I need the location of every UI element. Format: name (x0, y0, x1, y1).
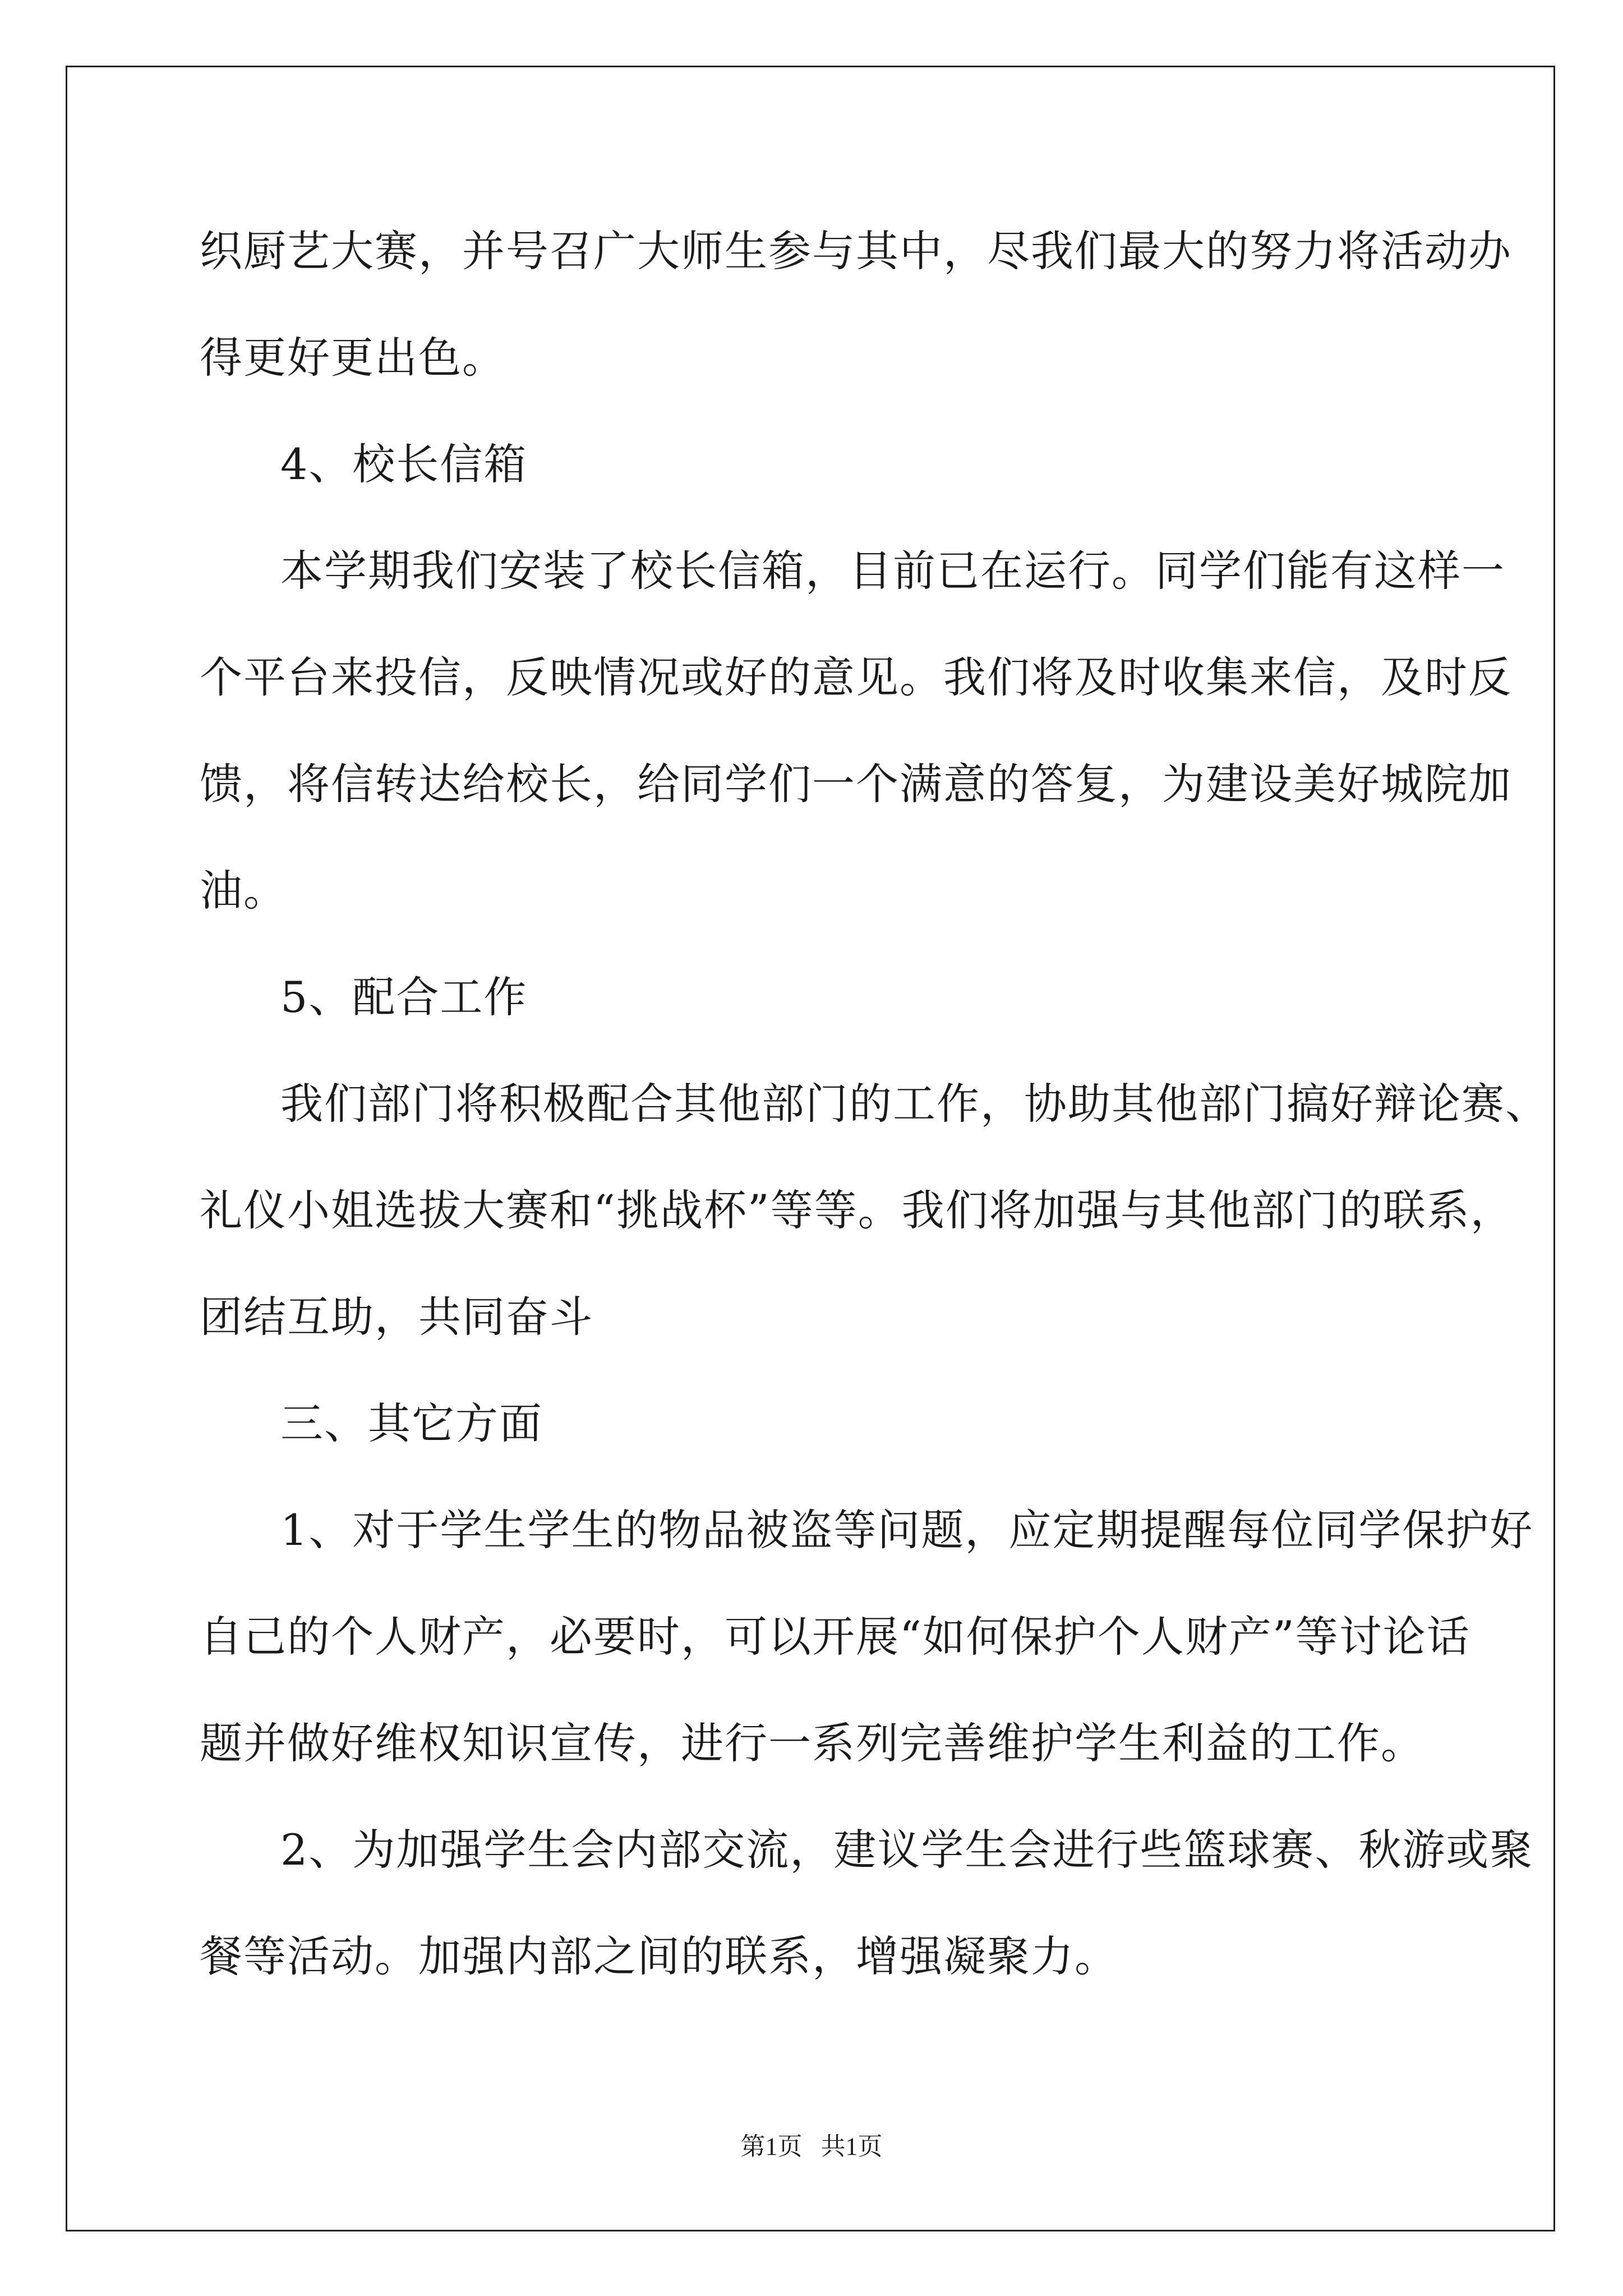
body-text-line: 油。 (200, 866, 287, 915)
body-text-line: 礼仪小姐选拔大赛和“挑战杯”等等。我们将加强与其他部门的联系， (200, 1185, 1514, 1235)
body-text-line: 得更好更出色。 (200, 333, 506, 383)
body-text-line: 个平台来投信，反映情况或好的意见。我们将及时收集来信，及时反 (200, 652, 1512, 702)
page-border (66, 66, 1555, 2231)
body-text-line: 本学期我们安装了校长信箱，目前已在运行。同学们能有这样一 (280, 546, 1505, 596)
body-text-line: 自己的个人财产，必要时，可以开展“如何保护个人财产”等讨论话 (200, 1612, 1470, 1662)
body-text-line: 1、对于学生学生的物品被盗等问题，应定期提醒每位同学保护好 (280, 1505, 1534, 1555)
body-text-line: 2、为加强学生会内部交流，建议学生会进行些篮球赛、秋游或聚 (280, 1825, 1534, 1875)
section-heading: 5、配合工作 (280, 972, 528, 1022)
page-footer: 第1页 共1页 (740, 2133, 883, 2160)
body-text-line: 我们部门将积极配合其他部门的工作，协助其他部门搞好辩论赛、 (280, 1079, 1549, 1129)
body-text-line: 题并做好维权知识宣传，进行一系列完善维护学生利益的工作。 (200, 1718, 1424, 1768)
section-heading: 三、其它方面 (280, 1398, 543, 1448)
body-text-line: 餐等活动。加强内部之间的联系，增强凝聚力。 (200, 1931, 1118, 1981)
body-text-line: 织厨艺大赛，并号召广大师生参与其中，尽我们最大的努力将活动办 (200, 226, 1512, 276)
body-text-line: 馈，将信转达给校长，给同学们一个满意的答复，为建设美好城院加 (200, 759, 1512, 809)
body-text-line: 团结互助，共同奋斗 (200, 1292, 593, 1342)
section-heading: 4、校长信箱 (280, 439, 528, 489)
